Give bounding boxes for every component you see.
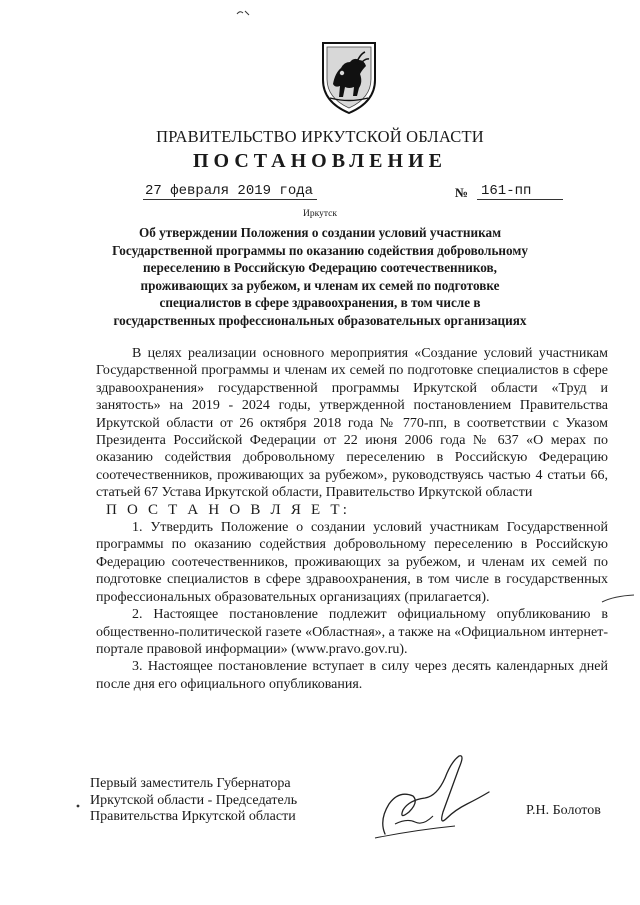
item-paragraph: 3. Настоящее постановление вступает в силу через десять календарных дней после дня его официального опубликования. [96, 659, 608, 692]
document-body [96, 345, 608, 693]
signer-position-line: Иркутской области - Председатель [90, 792, 298, 808]
signer-position-line: Первый заместитель Губернатора [90, 776, 291, 791]
handwritten-signature [355, 752, 495, 842]
margin-mark [600, 592, 636, 606]
coat-of-arms-emblem [320, 40, 378, 116]
document-number: 161-пп [477, 183, 563, 200]
corner-mark [236, 8, 252, 18]
signer-position [90, 776, 297, 826]
preamble-paragraph: В целях реализации основного мероприятия «Создание условий участникам Государственной программы и членам их семей по подготовке специалистов в сфере здравоохранения» государственной программы Иркутской области «Труд и занятость» на 2019 - 2024 годы, утвержденной постановлением Правительства Иркутской области от 26 октября 2018 года № 770-пп, в соответствии с Указом Президента Российской Федерации от 22 июня 2006 года № 637 «О мерах по оказанию содействия добровольному переселению в Российскую Федерацию соотечественников, проживающих за рубежом», руководствуясь частью 4 статьи 66, статьей 67 Устава Иркутской области, Правительство Иркутской области [96, 346, 608, 501]
city: Иркутск [303, 209, 337, 219]
document-title: Об утверждении Положения о создании условий участникам Государственной программы по оказанию содействия добровольному переселению в Российскую Федерацию соотечественников, проживающих за рубежом, и членам их семей по подготовке специалистов в сфере здравоохранения, в том числе в государственных профессиональных образовательных организациях [112, 225, 528, 328]
signer-name: Р.Н. Болотов [526, 803, 601, 818]
margin-dot [76, 804, 80, 808]
document-type: ПОСТАНОВЛЕНИЕ [193, 150, 447, 172]
government-name: ПРАВИТЕЛЬСТВО ИРКУТСКОЙ ОБЛАСТИ [156, 127, 484, 146]
document-date: 27 февраля 2019 года [143, 183, 317, 200]
signer-position-line: Правительства Иркутской области [90, 809, 296, 824]
number-label: № [455, 185, 469, 200]
item-paragraph: 2. Настоящее постановление подлежит официальному опубликованию в общественно-политической газете «Областная», а также на «Официальном интернет-портале правовой информации» (www.pravo.gov.ru). [96, 607, 608, 657]
item-paragraph: 1. Утвердить Положение о создании условий участникам Государственной программы по оказанию содействия добровольному переселению в Российскую Федерацию соотечественников, проживающих за рубежом, и членам их семей по подготовке специалистов в сфере здравоохранения, в том числе в государственных профессиональных образовательных организациях (прилагается). [96, 520, 608, 605]
decree-word: П О С Т А Н О В Л Я Е Т: [106, 501, 351, 518]
